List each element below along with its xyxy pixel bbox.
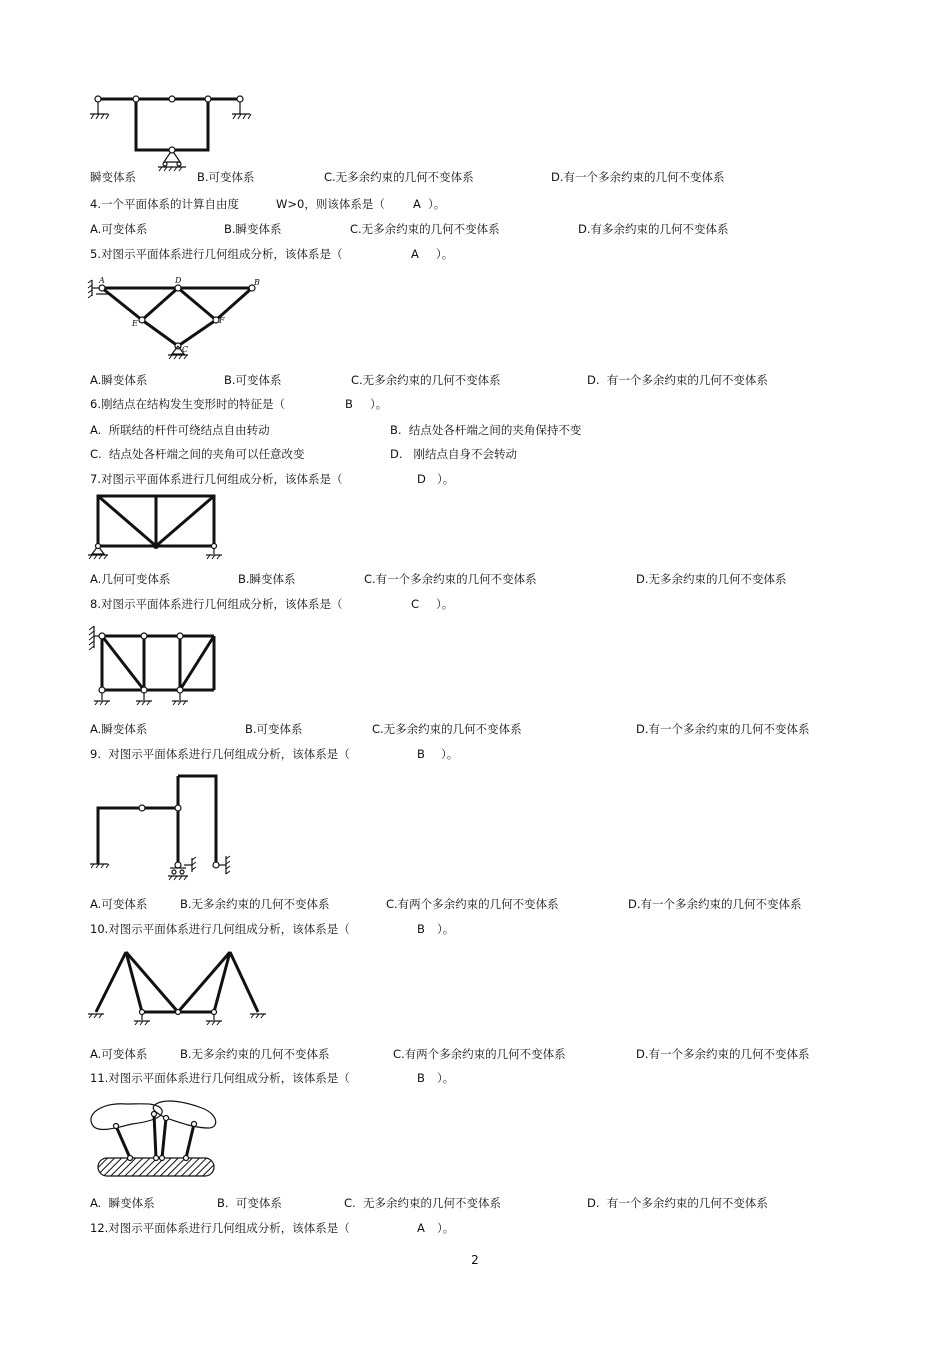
q9-option-a: A.可变体系 bbox=[90, 897, 148, 911]
q8-option-d: D.有一个多余约束的几何不变体系 bbox=[636, 722, 810, 736]
q3-option-d: D.有一个多余约束的几何不变体系 bbox=[551, 170, 725, 184]
q11-close: ）。 bbox=[437, 1071, 455, 1085]
q4-option-b: B.瞬变体系 bbox=[224, 222, 282, 236]
q11-answer: B bbox=[417, 1071, 425, 1085]
q8-option-c: C.无多余约束的几何不变体系 bbox=[372, 722, 522, 736]
q9-answer: B bbox=[417, 747, 425, 761]
q9-stem: 9. 对图示平面体系进行几何组成分析，该体系是（ bbox=[90, 747, 350, 761]
figure-q10-truss bbox=[86, 944, 266, 1032]
q5-label-f: F bbox=[219, 316, 225, 325]
q7-close: ）。 bbox=[437, 472, 455, 486]
q9-option-b: B.无多余约束的几何不变体系 bbox=[180, 897, 330, 911]
q4-option-a: A.可变体系 bbox=[90, 222, 148, 236]
q12-close: ）。 bbox=[437, 1221, 455, 1235]
figure-q11-rigid-bodies bbox=[86, 1094, 226, 1184]
q5-label-a: A bbox=[99, 276, 105, 285]
q4-close: ）。 bbox=[428, 197, 446, 211]
q7-answer: D bbox=[417, 472, 426, 486]
q5-option-c: C.无多余约束的几何不变体系 bbox=[351, 373, 501, 387]
q7-stem: 7.对图示平面体系进行几何组成分析，该体系是（ bbox=[90, 472, 343, 486]
q5-stem: 5.对图示平面体系进行几何组成分析，该体系是（ bbox=[90, 247, 343, 261]
q6-option-c: C. 结点处各杆端之间的夹角可以任意改变 bbox=[90, 447, 305, 461]
q12-stem: 12.对图示平面体系进行几何组成分析，该体系是（ bbox=[90, 1221, 350, 1235]
q7-option-d: D.无多余约束的几何不变体系 bbox=[636, 572, 787, 586]
q5-option-d: D. 有一个多余约束的几何不变体系 bbox=[587, 373, 768, 387]
q4-option-c: C.无多余约束的几何不变体系 bbox=[350, 222, 500, 236]
q4-option-d: D.有多余约束的几何不变体系 bbox=[578, 222, 729, 236]
q5-label-b: B bbox=[254, 278, 260, 287]
q7-option-b: B.瞬变体系 bbox=[238, 572, 296, 586]
q10-answer: B bbox=[417, 922, 425, 936]
figure-q8-truss bbox=[86, 622, 226, 712]
q11-option-a: A. 瞬变体系 bbox=[90, 1196, 155, 1210]
q10-option-d: D.有一个多余约束的几何不变体系 bbox=[636, 1047, 810, 1061]
q8-option-b: B.可变体系 bbox=[245, 722, 303, 736]
q3-option-a: 瞬变体系 bbox=[90, 170, 136, 184]
q6-option-d: D. 刚结点自身不会转动 bbox=[390, 447, 517, 461]
q7-option-c: C.有一个多余约束的几何不变体系 bbox=[364, 572, 537, 586]
figure-q5-truss bbox=[86, 274, 266, 364]
q4-answer: A bbox=[413, 197, 421, 211]
q5-option-a: A.瞬变体系 bbox=[90, 373, 148, 387]
q8-answer: C bbox=[411, 597, 420, 611]
q11-stem: 11.对图示平面体系进行几何组成分析，该体系是（ bbox=[90, 1071, 350, 1085]
q5-close: ）。 bbox=[436, 247, 454, 261]
q5-option-b: B.可变体系 bbox=[224, 373, 282, 387]
q4-stem-w: W>0，则该体系是（ bbox=[276, 197, 385, 211]
q8-option-a: A.瞬变体系 bbox=[90, 722, 148, 736]
q12-answer: A bbox=[417, 1221, 425, 1235]
q11-option-b: B. 可变体系 bbox=[217, 1196, 282, 1210]
q5-answer: A bbox=[411, 247, 419, 261]
figure-q7-truss bbox=[88, 492, 228, 564]
q4-stem: 4.一个平面体系的计算自由度 bbox=[90, 197, 239, 211]
q8-close: ）。 bbox=[436, 597, 454, 611]
q6-close: ）。 bbox=[370, 397, 388, 411]
q11-option-c: C. 无多余约束的几何不变体系 bbox=[344, 1196, 501, 1210]
q10-option-a: A.可变体系 bbox=[90, 1047, 148, 1061]
q6-option-b: B. 结点处各杆端之间的夹角保持不变 bbox=[390, 423, 582, 437]
q9-option-c: C.有两个多余约束的几何不变体系 bbox=[386, 897, 559, 911]
q10-close: ）。 bbox=[437, 922, 455, 936]
q7-option-a: A.几何可变体系 bbox=[90, 572, 171, 586]
q6-option-a: A. 所联结的杆件可绕结点自由转动 bbox=[90, 423, 270, 437]
q11-option-d: D. 有一个多余约束的几何不变体系 bbox=[587, 1196, 768, 1210]
q8-stem: 8.对图示平面体系进行几何组成分析，该体系是（ bbox=[90, 597, 343, 611]
q10-option-b: B.无多余约束的几何不变体系 bbox=[180, 1047, 330, 1061]
q3-option-b: B.可变体系 bbox=[197, 170, 255, 184]
q3-option-c: C.无多余约束的几何不变体系 bbox=[324, 170, 474, 184]
q5-label-d: D bbox=[175, 276, 182, 285]
q10-option-c: C.有两个多余约束的几何不变体系 bbox=[393, 1047, 566, 1061]
q9-option-d: D.有一个多余约束的几何不变体系 bbox=[628, 897, 802, 911]
figure-q3-frame bbox=[88, 90, 258, 170]
q5-label-e: E bbox=[132, 319, 138, 328]
page-number: 2 bbox=[471, 1253, 479, 1267]
figure-q9-frame bbox=[88, 766, 238, 886]
q9-close: ）。 bbox=[441, 747, 459, 761]
q6-stem: 6.刚结点在结构发生变形时的特征是（ bbox=[90, 397, 285, 411]
q10-stem: 10.对图示平面体系进行几何组成分析，该体系是（ bbox=[90, 922, 350, 936]
q6-answer: B bbox=[345, 397, 353, 411]
q5-label-c: C bbox=[182, 345, 189, 354]
